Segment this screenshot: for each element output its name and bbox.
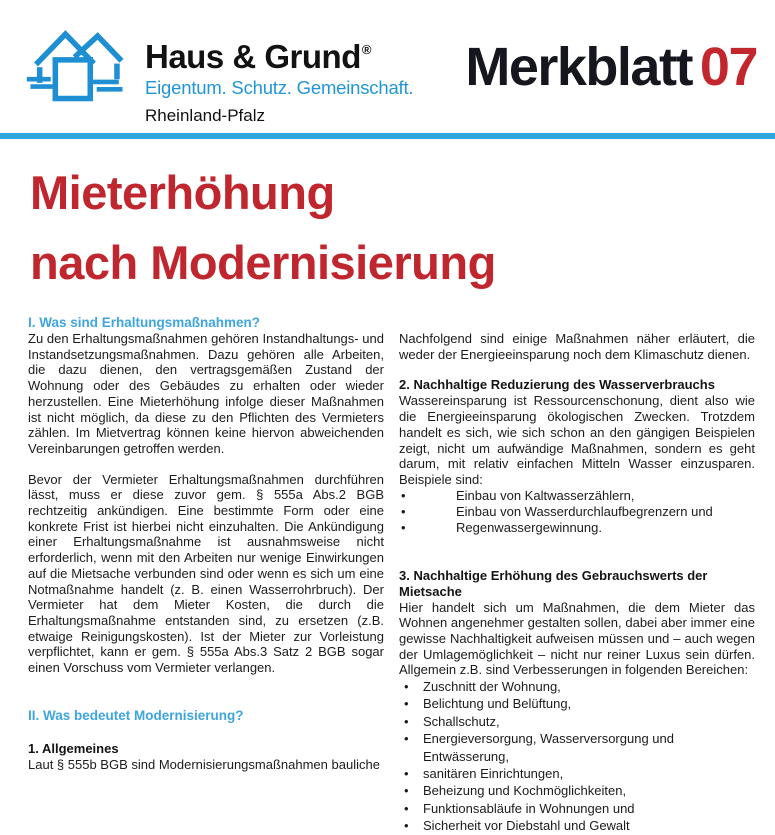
brand-block bbox=[145, 24, 413, 126]
list-item: • Schallschutz, bbox=[399, 713, 755, 730]
paragraph-cutoff: Laut § 555b BGB sind Modernisierungsmaßnahmen bauliche bbox=[28, 756, 380, 772]
paragraph: Zu den Erhaltungsmaßnahmen gehören Instandhaltungs- und Instandsetzungsmaßnahmen. Dazu gehören alle Arbeiten, die dazu dienen, den vertragsgemäßen Zustand der Wohnung oder des Gebäudes zu erhalten oder wieder herzustellen. Eine Mieterhöhung infolge dieser Maßnahmen ist nicht möglich, da diese zu den Pflichten des Vermieters zählen. Im Mietvertrag können keine hiervon abweichenden Vereinbarungen getroffen werden. bbox=[28, 331, 384, 456]
brand-region: Rheinland-Pfalz bbox=[145, 106, 266, 125]
haus-und-grund-house-icon bbox=[25, 24, 139, 116]
page-title bbox=[30, 158, 496, 298]
right-column bbox=[399, 314, 755, 834]
page-title-line2: nach Modernisierung bbox=[30, 236, 496, 289]
two-column-body bbox=[28, 314, 755, 834]
bullet-list-gebrauchswert bbox=[399, 678, 755, 835]
header-divider-bar bbox=[0, 133, 775, 139]
left-column bbox=[28, 314, 384, 772]
list-item: • Funktionsabläufe in Wohnungen und bbox=[399, 800, 755, 817]
section-heading-modernisierung: II. Was bedeutet Modernisierung? bbox=[28, 707, 244, 723]
sub-heading-gebrauchswert: 3. Nachhaltige Erhöhung des Gebrauchswerts der Mietsache bbox=[399, 567, 708, 599]
document-header bbox=[25, 24, 757, 126]
list-item: • sanitären Einrichtungen, bbox=[399, 765, 755, 782]
page-title-line1: Mieterhöhung bbox=[30, 166, 335, 219]
list-item: • Energieversorgung, Wasserversorgung und Entwässerung, bbox=[399, 730, 755, 765]
list-item: • Einbau von Wasserdurchlaufbegrenzern und bbox=[399, 504, 755, 520]
paragraph: Nachfolgend sind einige Maßnahmen näher erläutert, die weder der Energieeinsparung noch dem Klimaschutz dienen. bbox=[399, 331, 755, 362]
bullet-list-wasser bbox=[399, 488, 755, 537]
registered-trademark-mark: ® bbox=[361, 42, 371, 57]
list-item: • Zuschnitt der Wohnung, bbox=[399, 678, 755, 695]
paragraph: Wassereinsparung ist Ressourcenschonung, dient also wie die Energieeinsparung ökologischen Zwecken. Trotzdem handelt es sich, wie sich schon an den gängigen Beispielen zeigt, nicht um aufwändige Maßnahmen, sondern es geht darum, mit relativ einfachen Mitteln Wasser einzusparen. Beispiele sind: bbox=[399, 393, 755, 487]
list-item: • Einbau von Kaltwasserzählern, bbox=[399, 488, 755, 504]
section-heading-erhaltungsmassnahmen: I. Was sind Erhaltungsmaßnahmen? bbox=[28, 315, 261, 330]
list-item: • Beheizung und Kochmöglichkeiten, bbox=[399, 782, 755, 799]
paragraph: Hier handelt sich um Maßnahmen, die dem Mieter das Wohnen angenehmer gestalten sollen, dabei aber immer eine gewisse Nachhaltigkeit aufweisen müssen und – auch wegen der Umlagemöglichkeit – nicht nur reiner Luxus sein dürfen. Allgemein z.B. sind Verbesserungen in folgenden Bereichen: bbox=[399, 599, 755, 678]
doc-type-label: Merkblatt bbox=[465, 37, 692, 97]
list-item: • Regenwassergewinnung. bbox=[399, 520, 755, 536]
sub-heading-wasserverbrauch: 2. Nachhaltige Reduzierung des Wasserverbrauchs bbox=[399, 377, 715, 393]
brand-name bbox=[145, 40, 413, 73]
list-item: • Sicherheit vor Diebstahl und Gewalt bbox=[399, 817, 755, 834]
sub-heading-allgemeines: 1. Allgemeines bbox=[28, 740, 119, 756]
list-item: • Belichtung und Belüftung, bbox=[399, 695, 755, 712]
brand-tagline: Eigentum. Schutz. Gemeinschaft. bbox=[145, 77, 414, 98]
doc-type-and-number bbox=[465, 37, 757, 97]
doc-number: 07 bbox=[699, 37, 757, 97]
paragraph: Bevor der Vermieter Erhaltungsmaßnahmen durchführen lässt, muss er diese zuvor gem. § 555a Abs.2 BGB rechtzeitig ankündigen. Eine bestimmte Form oder eine konkrete Frist ist hierbei nicht einzuhalten. Die Ankündigung einer Erhaltungsmaßnahme ist ausnahmsweise nicht erforderlich, wenn mit den Arbeiten nur wenige Einwirkungen auf die Mietsache verbunden sind oder wenn es sich um eine Notmaßnahme handelt (z. B. einen Wasserrohrbruch). Der Vermieter hat dem Mieter Kosten, die durch die Erhaltungsmaßnahme entstanden sind, zu ersetzen (z.B. etwaige Reinigungskosten). Ist der Mieter zur Vorleistung verpflichtet, kann er gem. § 555a Abs.3 Satz 2 BGB sogar einen Vorschuss vom Vermieter verlangen. bbox=[28, 471, 384, 676]
brand-name-text: Haus & Grund bbox=[145, 38, 361, 75]
